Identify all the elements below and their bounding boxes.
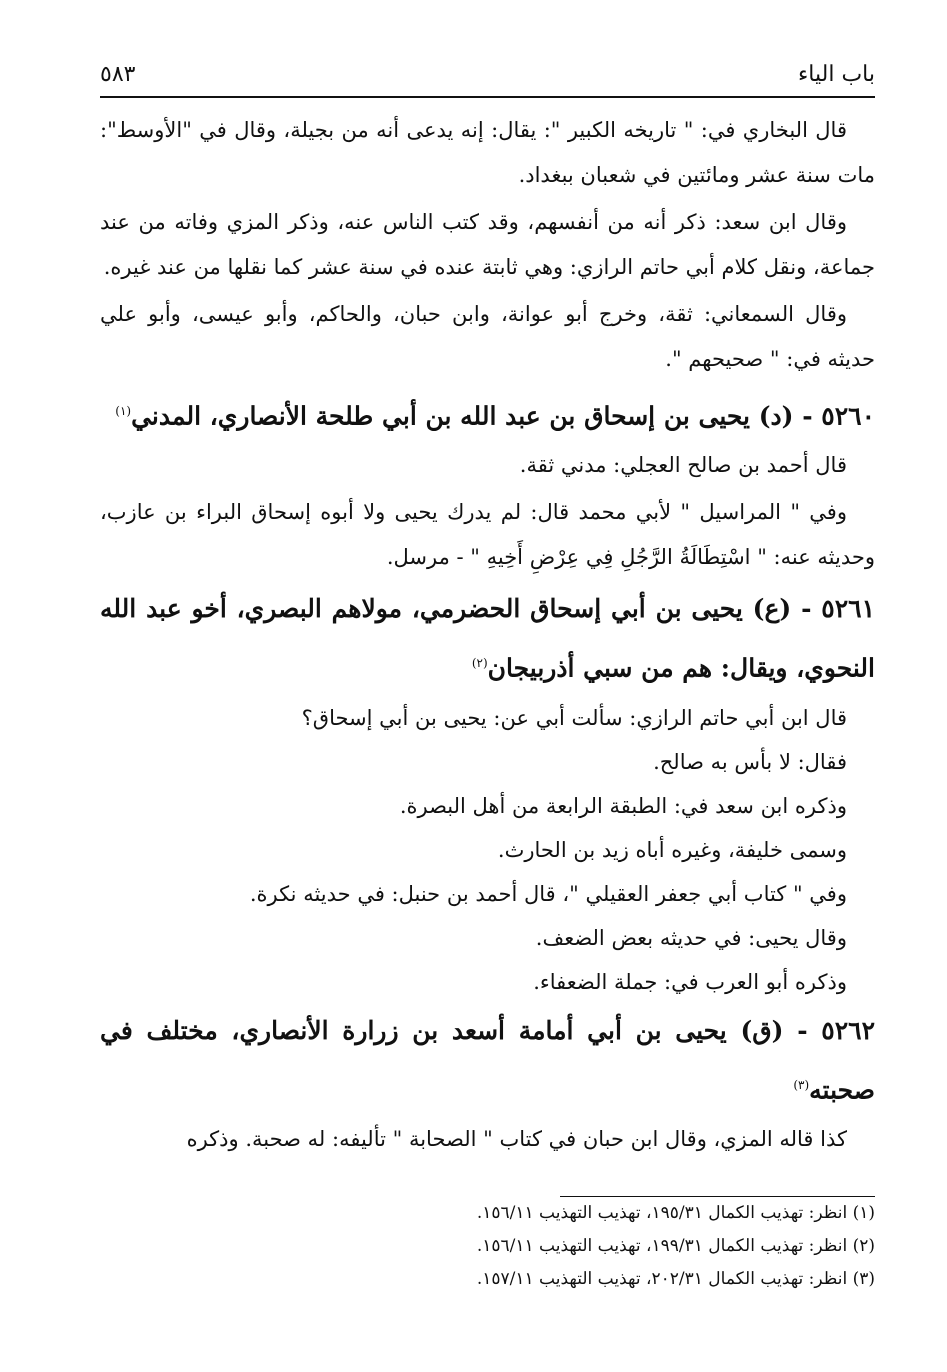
paragraph: وذكره ابن سعد في: الطبقة الرابعة من أهل البصرة.	[399, 793, 847, 818]
footnote-marker: (٢)	[471, 656, 488, 671]
footnote-marker: (٣)	[793, 1077, 810, 1092]
footnote-marker: (١)	[115, 404, 132, 418]
footnote: (٣) انظر: تهذيب الكمال ٢٠٢/٣١، تهذيب التهذيب ١٥٧/١١.	[476, 1269, 875, 1289]
paragraph: قال أحمد بن صالح العجلي: مدني ثقة.	[519, 453, 847, 478]
page-number: ٥٨٣	[100, 61, 136, 87]
entry-heading-text: ٥٢٦١ - (ع) يحيى بن أبي إسحاق الحضرمي، مولاهم البصري، أخو عبد الله النحوي، ويقال: هم من سبي أذربيجان	[100, 594, 875, 683]
running-header	[100, 52, 875, 98]
paragraph: فقال: لا بأس به صالح.	[653, 749, 847, 774]
footnote: (٢) انظر: تهذيب الكمال ١٩٩/٣١، تهذيب التهذيب ١٥٦/١١.	[476, 1236, 875, 1256]
entry-heading-5262	[100, 1004, 875, 1117]
paragraph: قال ابن أبي حاتم الرازي: سألت أبي عن: يحيى بن أبي إسحاق؟	[301, 705, 847, 730]
paragraph: وفي " المراسيل " لأبي محمد قال: لم يدرك يحيى ولا أبوه إسحاق البراء بن عازب، وحديثه عنه: " اسْتِطَالَةُ الرَّجُلِ فِي عِرْضِ أَخِيهِ " - مرسل.	[100, 500, 875, 570]
entry-heading-5260	[100, 384, 875, 443]
paragraph: كذا قاله المزي، وقال ابن حبان في كتاب " الصحابة " تأليفه: له صحبة. وذكره	[186, 1126, 847, 1151]
entry-heading-5261	[100, 582, 875, 695]
page-body	[100, 108, 875, 1164]
paragraph: وقال ابن سعد: ذكر أنه من أنفسهم، وقد كتب الناس عنه، وذكر المزي وفاته من عند جماعة، ونقل كلام أبي حاتم الرازي: وهي ثابتة عنده في سنة عشر كما نقلها من عند غيره.	[100, 210, 875, 279]
paragraph: وذكره أبو العرب في: جملة الضعفاء.	[533, 969, 847, 994]
paragraph: وقال السمعاني: ثقة، وخرج أبو عوانة، وابن حبان، والحاكم، وأبو عيسى، وأبو علي حديثه في: " صحيحهم ".	[100, 302, 875, 371]
paragraph: وقال يحيى: في حديثه بعض الضعف.	[535, 925, 847, 950]
footnotes	[100, 1196, 875, 1296]
entry-heading-text: ٥٢٦٠ - (د) يحيى بن إسحاق بن عبد الله بن أبي طلحة الأنصاري، المدني	[131, 401, 875, 431]
paragraph: قال البخاري في: " تاريخه الكبير ": يقال: إنه يدعى أنه من بجيلة، وقال في "الأوسط": مات سنة عشر ومائتين في شعبان ببغداد.	[100, 118, 875, 187]
chapter-title: باب الياء	[797, 61, 875, 87]
footnote: (١) انظر: تهذيب الكمال ١٩٥/٣١، تهذيب التهذيب ١٥٦/١١.	[476, 1203, 875, 1223]
entry-heading-text: ٥٢٦٢ - (ق) يحيى بن أبي أمامة أسعد بن زرارة الأنصاري، مختلف في صحبته	[100, 1015, 875, 1104]
paragraph: وفي " كتاب أبي جعفر العقيلي "، قال أحمد بن حنبل: في حديثه نكرة.	[249, 881, 847, 906]
paragraph: وسمى خليفة، وغيره أباه زيد بن الحارث.	[497, 837, 847, 862]
